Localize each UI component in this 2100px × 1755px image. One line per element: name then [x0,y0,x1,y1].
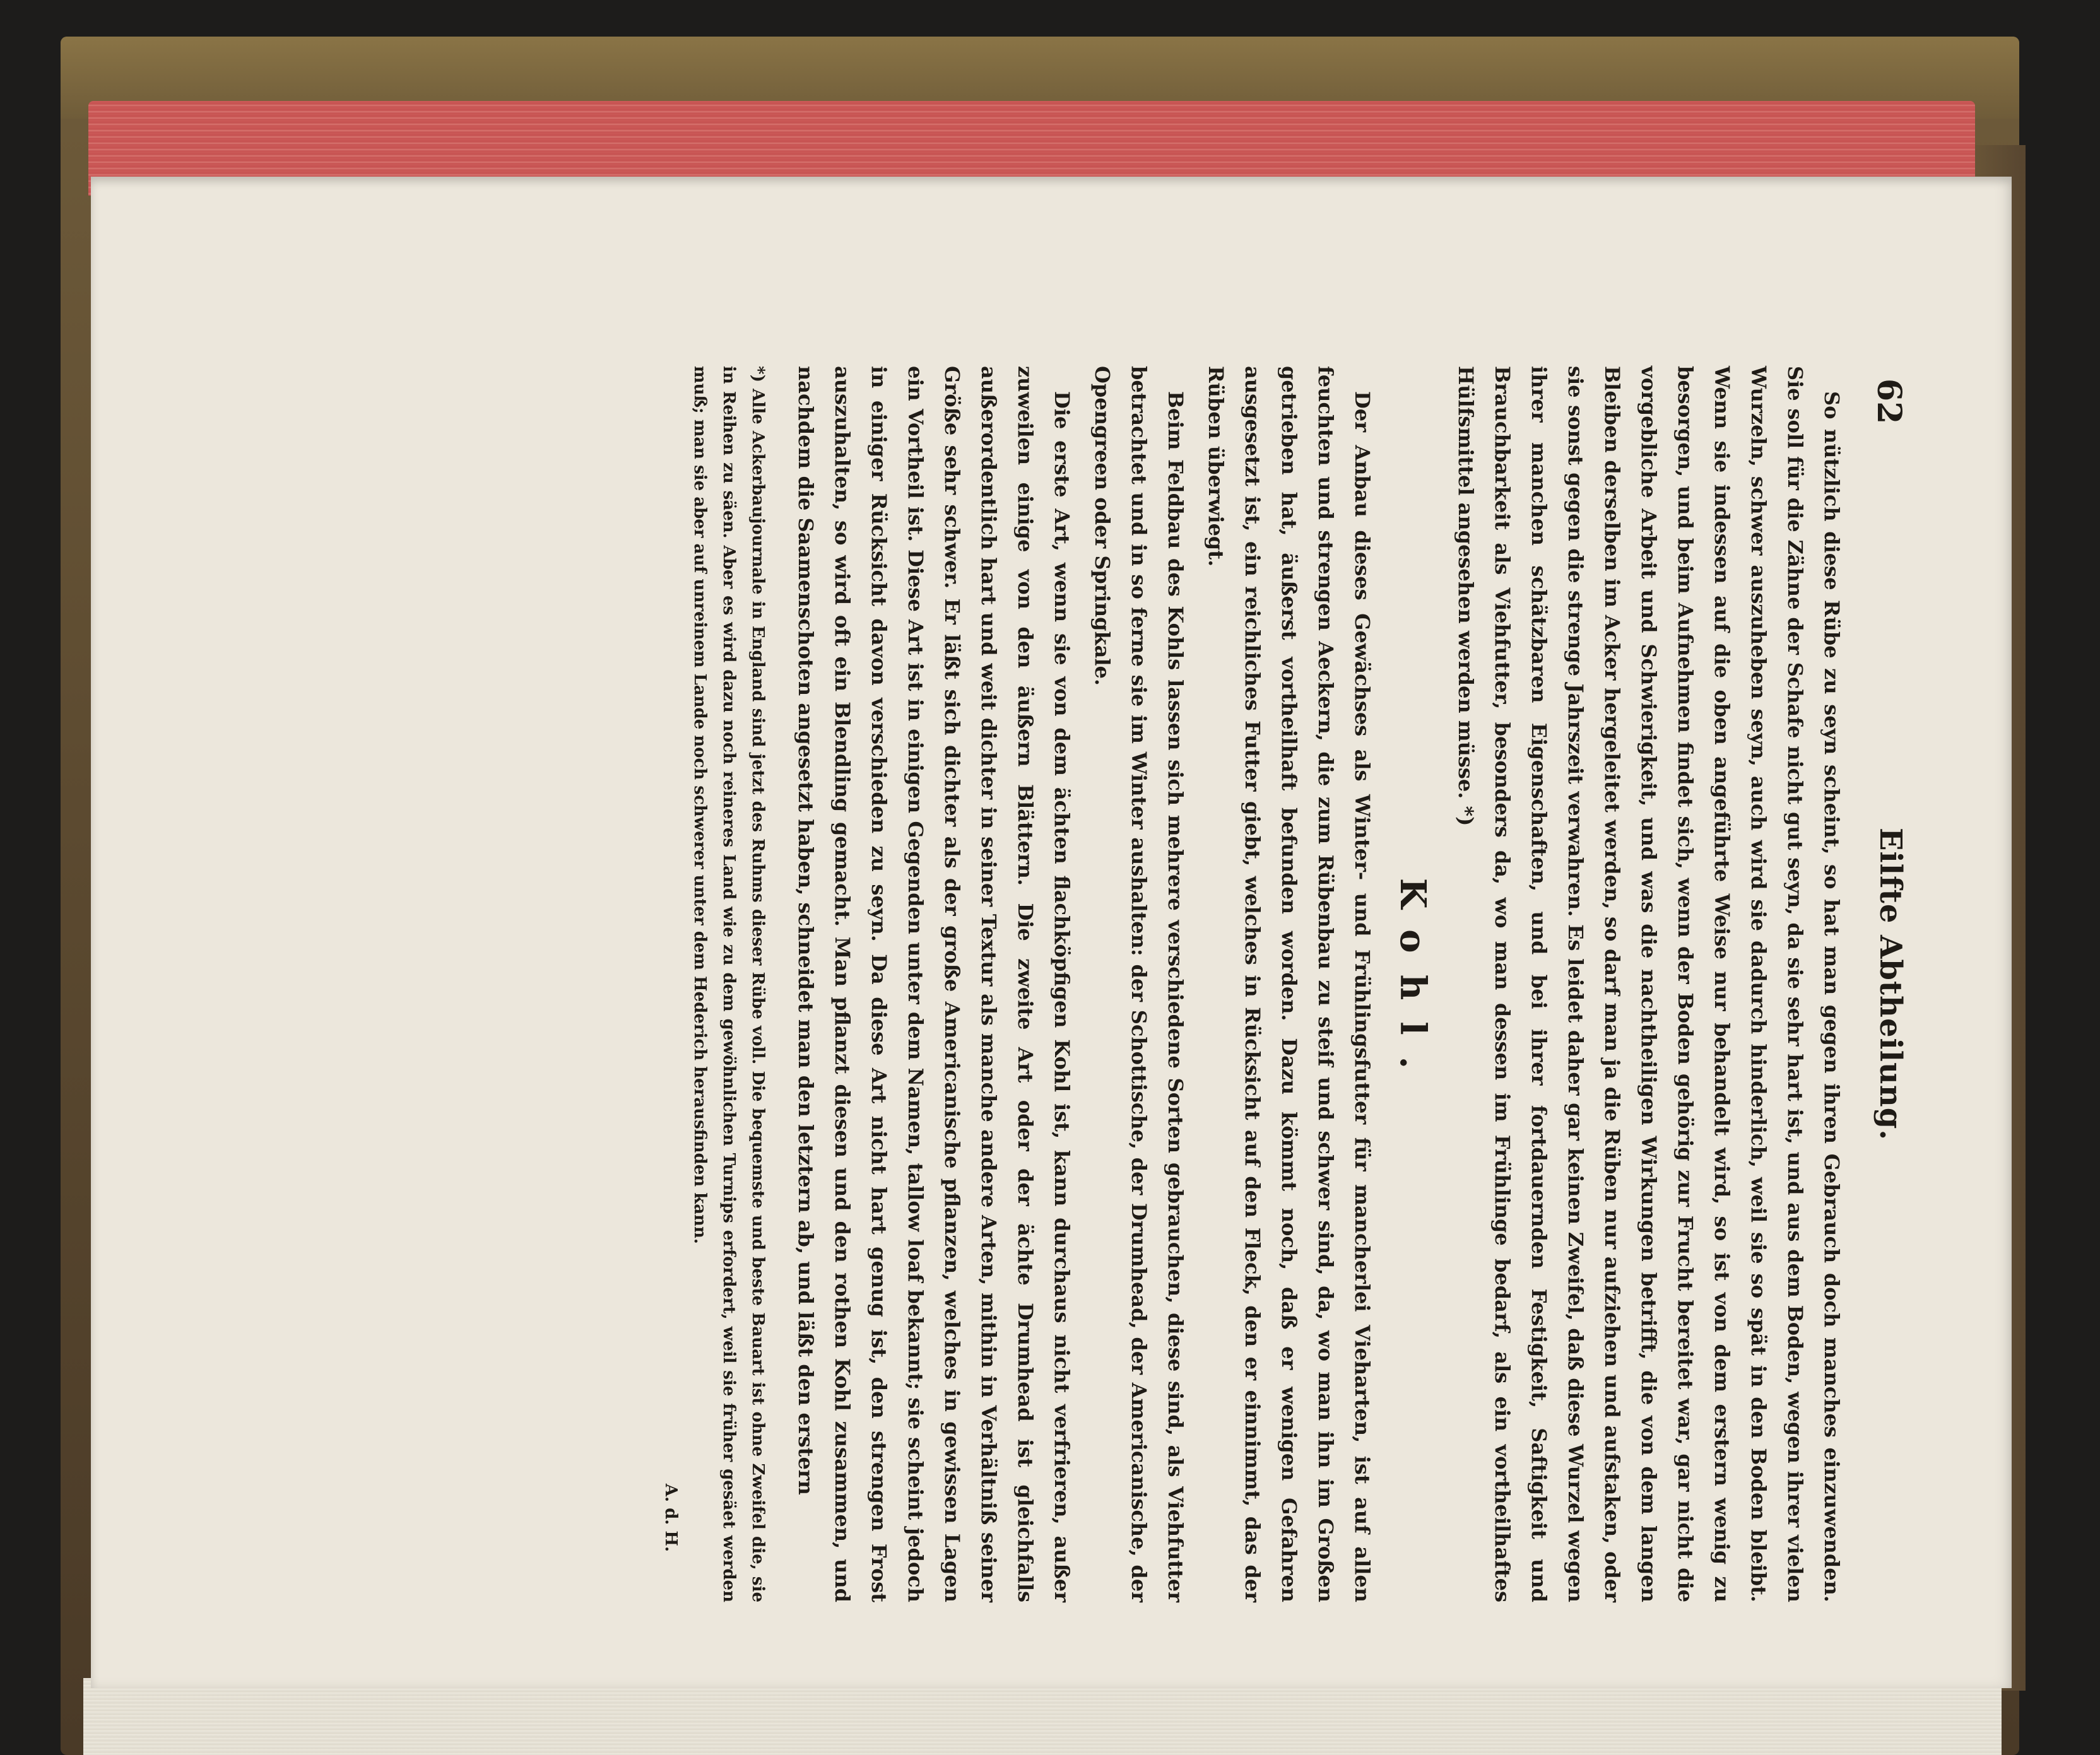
page-number: 62 [1870,379,1908,425]
running-head: Eilfte Abtheilung. [1873,827,1908,1141]
footnote [656,366,772,1602]
page-edges-bottom [83,1678,2002,1755]
page-header [1863,366,1908,1602]
section-heading: Kohl. [1392,878,1434,1091]
footnote-mark: *) [748,366,767,382]
paragraph-3: Beim Feldbau des Kohls lassen sich mehrere verschiedene Sorten gebrauchen, diese sind, als Viehfutter betrachtet und in so ferne sie im Winter aushalten: der Schottische, der Drumhead, der Americanische, der Opengreen oder Springkale. [1090,366,1188,1602]
paragraph-1: So nützlich diese Rübe zu seyn scheint, so hat man gegen ihren Gebrauch doch manches einzuwenden. Sie soll für die Zähne der Schafe nicht gut seyn, da sie sehr hart ist, und aus dem Boden, wegen ihrer vielen Wurzeln, schwer auszuheben seyn, auch wird sie dadurch hinderlich, weil sie so spät in den Boden bleibt. Wenn sie indessen auf die oben angeführte Weise nur behandelt wird, so ist von dem erstern wenig zu besorgen, und beim Aufnehmen findet sich, wenn der Boden gehörig zur Frucht bereitet war, gar nicht die vorgebliche Arbeit und Schwierigkeit, und was die nachtheiligen Wirkungen betrifft, die von dem langen Bleiben derselben im Acker hergeleitet werden, so darf man ja die Rüben nur aufziehen und aufstaken, oder sie sonst gegen die strenge Jahrszeit verwahren. Es leidet daher gar keinen Zweifel, daß diese Wurzel wegen ihrer manchen schätzbaren Eigenschaften, und bei ihrer fortdauernden Festigkeit, Saftigkeit und Brauchbarkeit als Viehfutter, besonders da, wo man dessen im Frühlinge bedarf, als ein vortheilhaftes Hülfsmittel angesehen werden müsse. *) [1454,366,1844,1602]
rotated-text-block [457,366,1908,1602]
paragraph-4: Die erste Art, wenn sie von dem ächten flachköpfigen Kohl ist, kann durchaus nicht verfrieren, außer zuweilen einige von den äußern Blättern. Die zweite Art oder der ächte Drumhead ist gleichfalls außerordentlich hart und weit dichter in seiner Textur als manche andere Arten, mithin in Verhältniß seiner Größe sehr schwer. Er läßt sich dichter als der große Americanische pflanzen, welches in gewissen Lagen ein Vortheil ist. Diese Art ist in einigen Gegenden unter dem Namen, tallow loaf bekannt; sie scheint jedoch in einiger Rücksicht davon verschieden zu seyn. Da diese Art nicht hart genug ist, den strengen Frost auszuhalten, so wird oft ein Blendling gemacht. Man pflanzt diesen und den rothen Kohl zusammen, und nachdem die Saamenschoten angesetzt haben, schneidet man den letztern ab, und läßt den erstern [794,366,1074,1602]
footnote-signature: A. d. H. [661,1483,680,1552]
footnote-text: Alle Ackerbaujournale in England sind jetzt des Ruhms dieser Rübe voll. Die bequemste und beste Bauart ist ohne Zweifel die, sie in Reihen zu säen. Aber es wird dazu noch reineres Land wie zu dem gewöhnlichen Turnips erfordert, weil sie früher gesäet werden muß; man sie aber auf unreinem Lande noch schwerer unter dem Hederich herausfinden kann. [690,366,767,1602]
paragraph-2: Der Anbau dieses Gewächses als Winter- und Frühlingsfutter für mancherlei Vieharten, ist auf allen feuchten und strengen Aeckern, die zum Rübenbau zu steif und schwer sind, da, wo man ihn im Großen getrieben hat, äußerst vortheilhaft befunden worden. Dazu kömmt noch, daß er wenigen Gefahren ausgesetzt ist, ein reichliches Futter giebt, welches in Rücksicht auf den Fleck, den er einnimmt, das der Rüben überwiegt. [1204,366,1374,1602]
